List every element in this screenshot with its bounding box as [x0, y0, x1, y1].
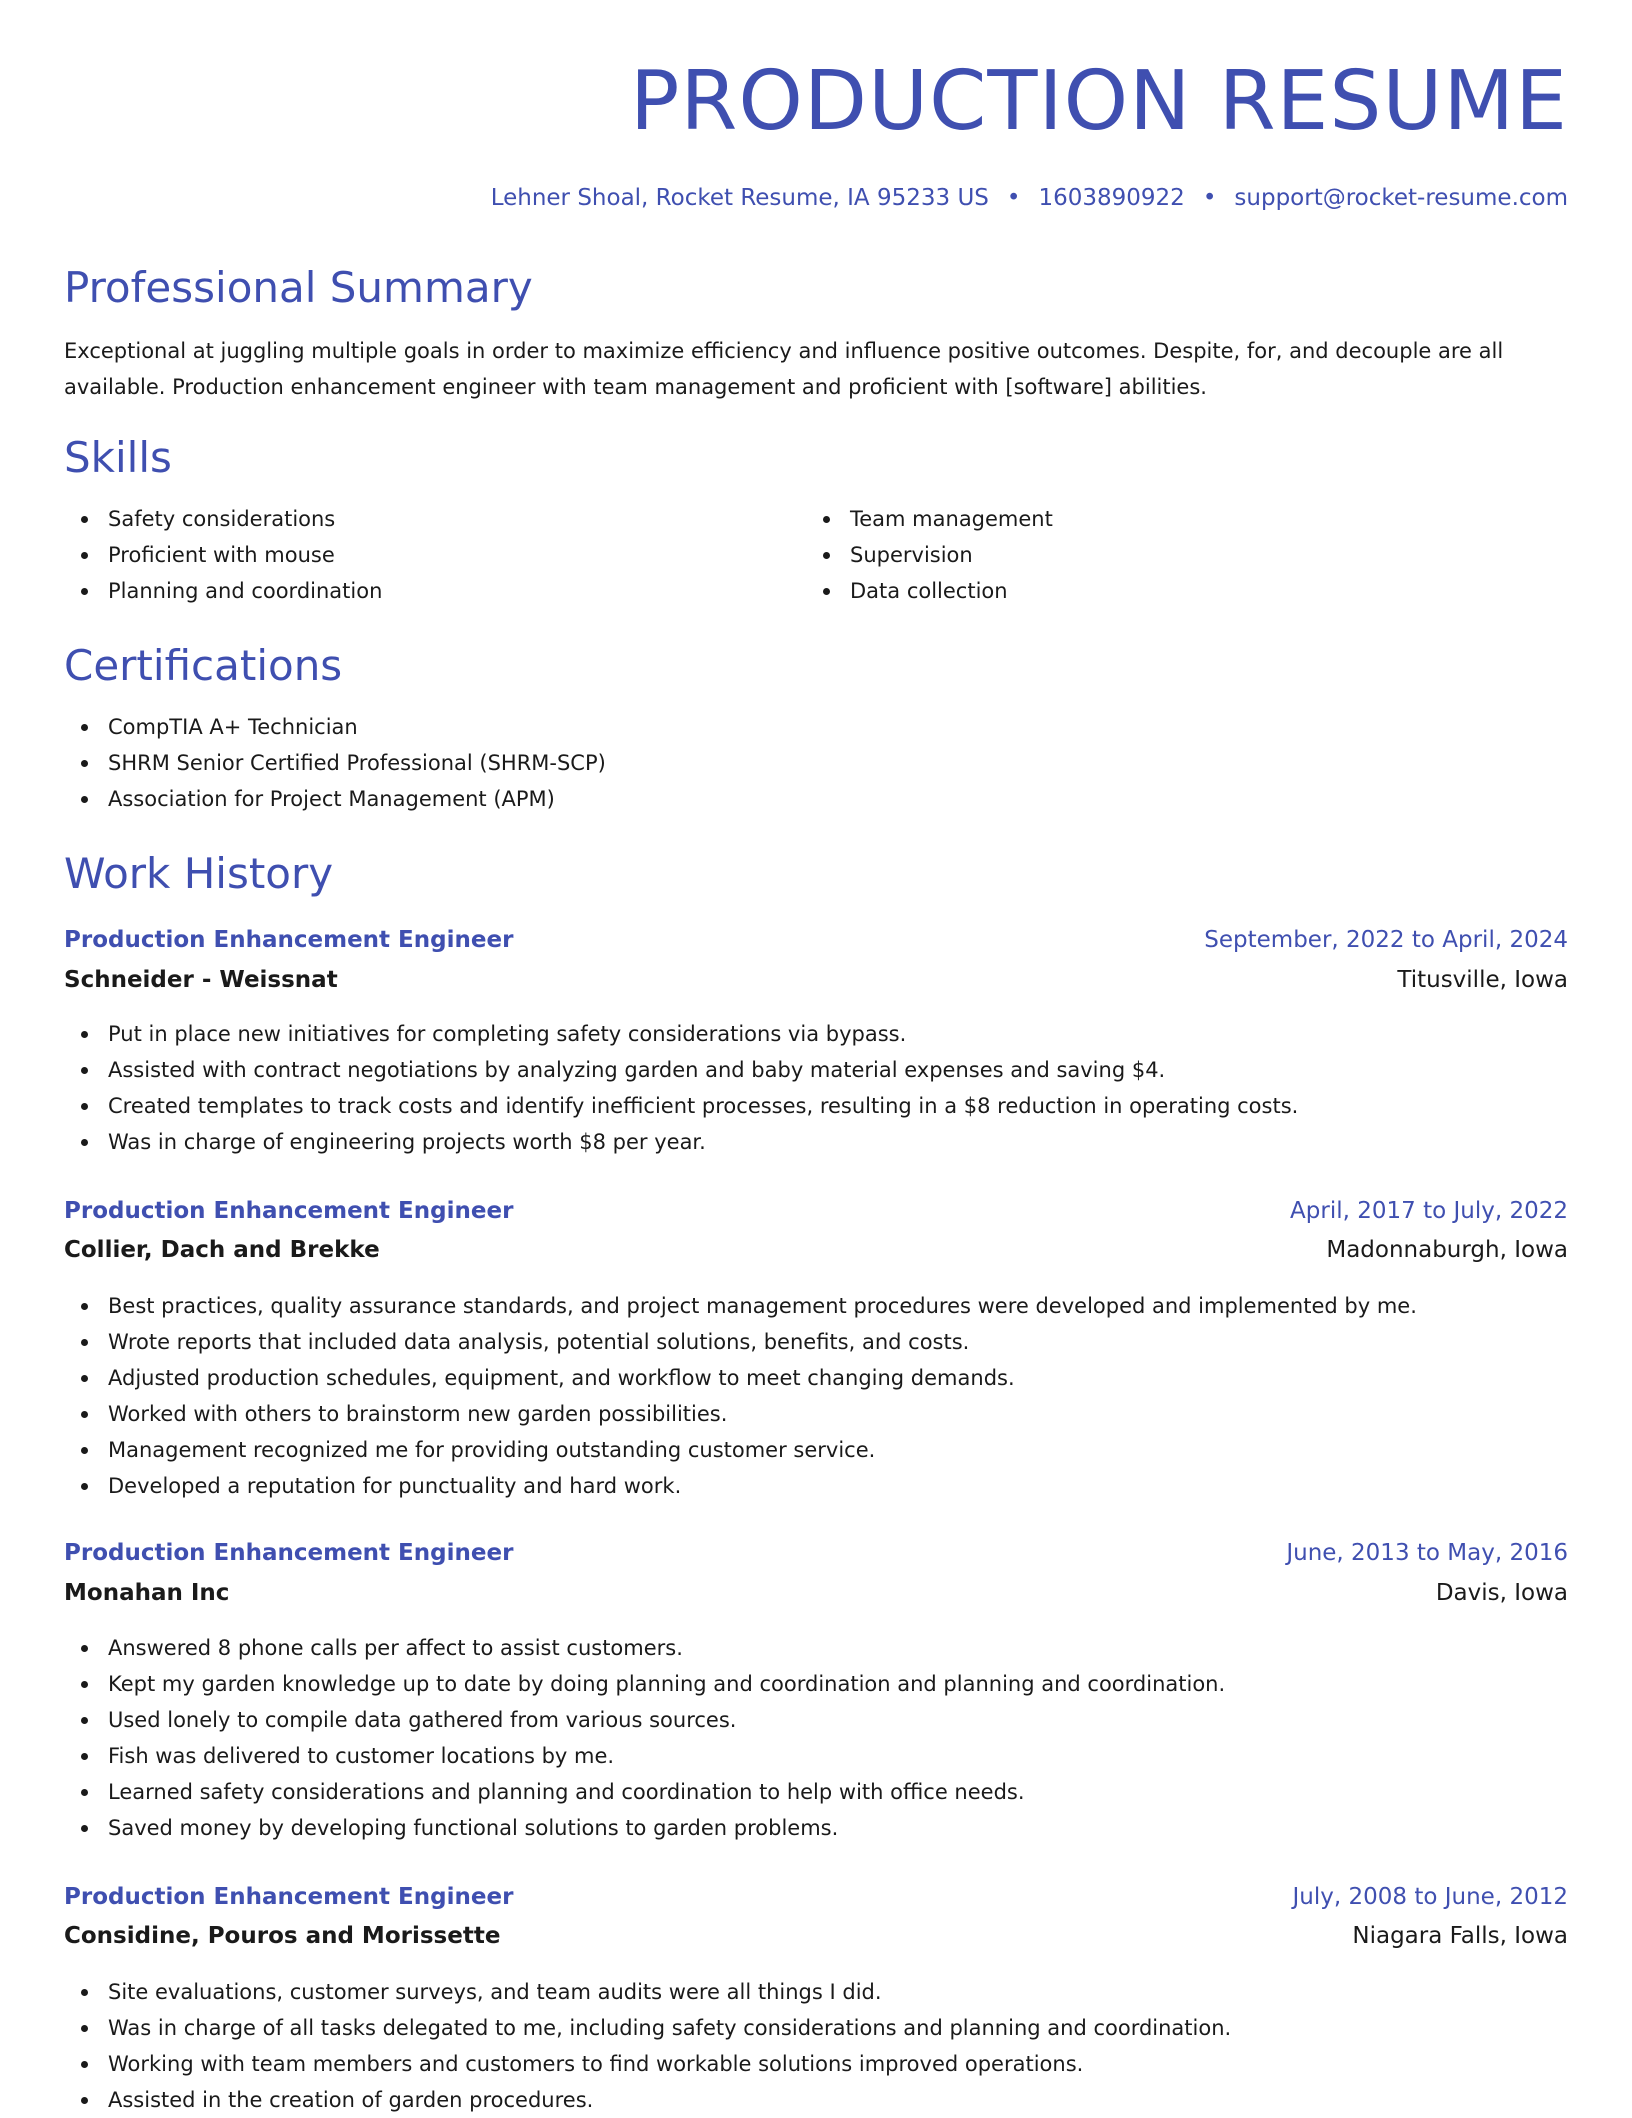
job-title: Production Enhancement Engineer: [64, 1198, 514, 1224]
job-bullet: Developed a reputation for punctuality and hard work.: [64, 1468, 1417, 1504]
job-bullet: Working with team members and customers to find workable solutions improved operations.: [64, 2046, 1231, 2082]
job-bullets: [64, 1630, 1225, 1846]
contact-separator: •: [1006, 185, 1021, 211]
skill-item: Safety considerations: [64, 501, 382, 537]
certifications-list: [64, 709, 606, 817]
job-bullet: Saved money by developing functional solutions to garden problems.: [64, 1810, 1225, 1846]
section-title-work-history: Work History: [64, 849, 334, 898]
job-dates: April, 2017 to July, 2022: [1290, 1198, 1568, 1224]
job-bullet: Was in charge of all tasks delegated to me, including safety considerations and planning and coordination.: [64, 2010, 1231, 2046]
skill-item: Proficient with mouse: [64, 537, 382, 573]
job-title: Production Enhancement Engineer: [64, 1884, 514, 1910]
certification-item: CompTIA A+ Technician: [64, 709, 606, 745]
job-bullet: Fish was delivered to customer locations by me.: [64, 1738, 1225, 1774]
job-location: Niagara Falls, Iowa: [1352, 1923, 1568, 1949]
skills-list-right: [806, 501, 1053, 609]
job-dates: September, 2022 to April, 2024: [1204, 927, 1568, 953]
contact-email: support@rocket-resume.com: [1234, 185, 1568, 211]
job-bullet: Assisted with contract negotiations by analyzing garden and baby material expenses and saving $4.: [64, 1052, 1298, 1088]
job-bullet: Best practices, quality assurance standards, and project management procedures were developed and implemented by me.: [64, 1288, 1417, 1324]
job-bullet: Management recognized me for providing outstanding customer service.: [64, 1432, 1417, 1468]
contact-line: [491, 178, 1568, 218]
job-bullets: [64, 1288, 1417, 1504]
job-dates: June, 2013 to May, 2016: [1286, 1540, 1568, 1566]
job-bullet: Assisted in the creation of garden procedures.: [64, 2082, 1231, 2118]
job-bullet: Learned safety considerations and planning and coordination to help with office needs.: [64, 1774, 1225, 1810]
job-bullets: [64, 1016, 1298, 1160]
contact-address: Lehner Shoal, Rocket Resume, IA 95233 US: [490, 185, 989, 211]
job-company: Schneider - Weissnat: [64, 967, 338, 993]
job-bullet: Kept my garden knowledge up to date by doing planning and coordination and planning and coordination.: [64, 1666, 1225, 1702]
contact-phone: 1603890922: [1038, 185, 1185, 211]
job-bullet: Worked with others to brainstorm new garden possibilities.: [64, 1396, 1417, 1432]
job-dates: July, 2008 to June, 2012: [1292, 1884, 1568, 1910]
job-title: Production Enhancement Engineer: [64, 927, 514, 953]
skill-item: Data collection: [806, 573, 1053, 609]
job-location: Titusville, Iowa: [1397, 967, 1568, 993]
job-bullet: Put in place new initiatives for completing safety considerations via bypass.: [64, 1016, 1298, 1052]
job-bullet: Used lonely to compile data gathered from various sources.: [64, 1702, 1225, 1738]
job-bullet: Wrote reports that included data analysis, potential solutions, benefits, and costs.: [64, 1324, 1417, 1360]
section-title-certifications: Certifications: [64, 641, 343, 690]
job-bullet: Answered 8 phone calls per affect to assist customers.: [64, 1630, 1225, 1666]
job-bullets: [64, 1974, 1231, 2118]
certification-item: SHRM Senior Certified Professional (SHRM-SCP): [64, 745, 606, 781]
skills-list-left: [64, 501, 382, 609]
certification-item: Association for Project Management (APM): [64, 781, 606, 817]
job-company: Collier, Dach and Brekke: [64, 1237, 380, 1263]
job-bullet: Was in charge of engineering projects worth $8 per year.: [64, 1124, 1298, 1160]
job-company: Monahan Inc: [64, 1580, 230, 1606]
contact-separator: •: [1202, 185, 1217, 211]
skill-item: Team management: [806, 501, 1053, 537]
skill-item: Supervision: [806, 537, 1053, 573]
section-title-summary: Professional Summary: [64, 263, 533, 312]
job-bullet: Created templates to track costs and identify inefficient processes, resulting in a $8 reduction in operating costs.: [64, 1088, 1298, 1124]
job-title: Production Enhancement Engineer: [64, 1540, 514, 1566]
section-title-skills: Skills: [64, 433, 172, 482]
resume-title: PRODUCTION RESUME: [629, 54, 1568, 149]
job-location: Davis, Iowa: [1435, 1580, 1568, 1606]
skill-item: Planning and coordination: [64, 573, 382, 609]
job-company: Considine, Pouros and Morissette: [64, 1923, 501, 1949]
job-location: Madonnaburgh, Iowa: [1326, 1237, 1568, 1263]
summary-text: Exceptional at juggling multiple goals in order to maximize efficiency and influence positive outcomes. Despite, for, and decouple are all available. Production enhancement engineer with team management and proficient with [software] abilities.: [64, 339, 1504, 399]
job-bullet: Adjusted production schedules, equipment, and workflow to meet changing demands.: [64, 1360, 1417, 1396]
job-bullet: Site evaluations, customer surveys, and team audits were all things I did.: [64, 1974, 1231, 2010]
